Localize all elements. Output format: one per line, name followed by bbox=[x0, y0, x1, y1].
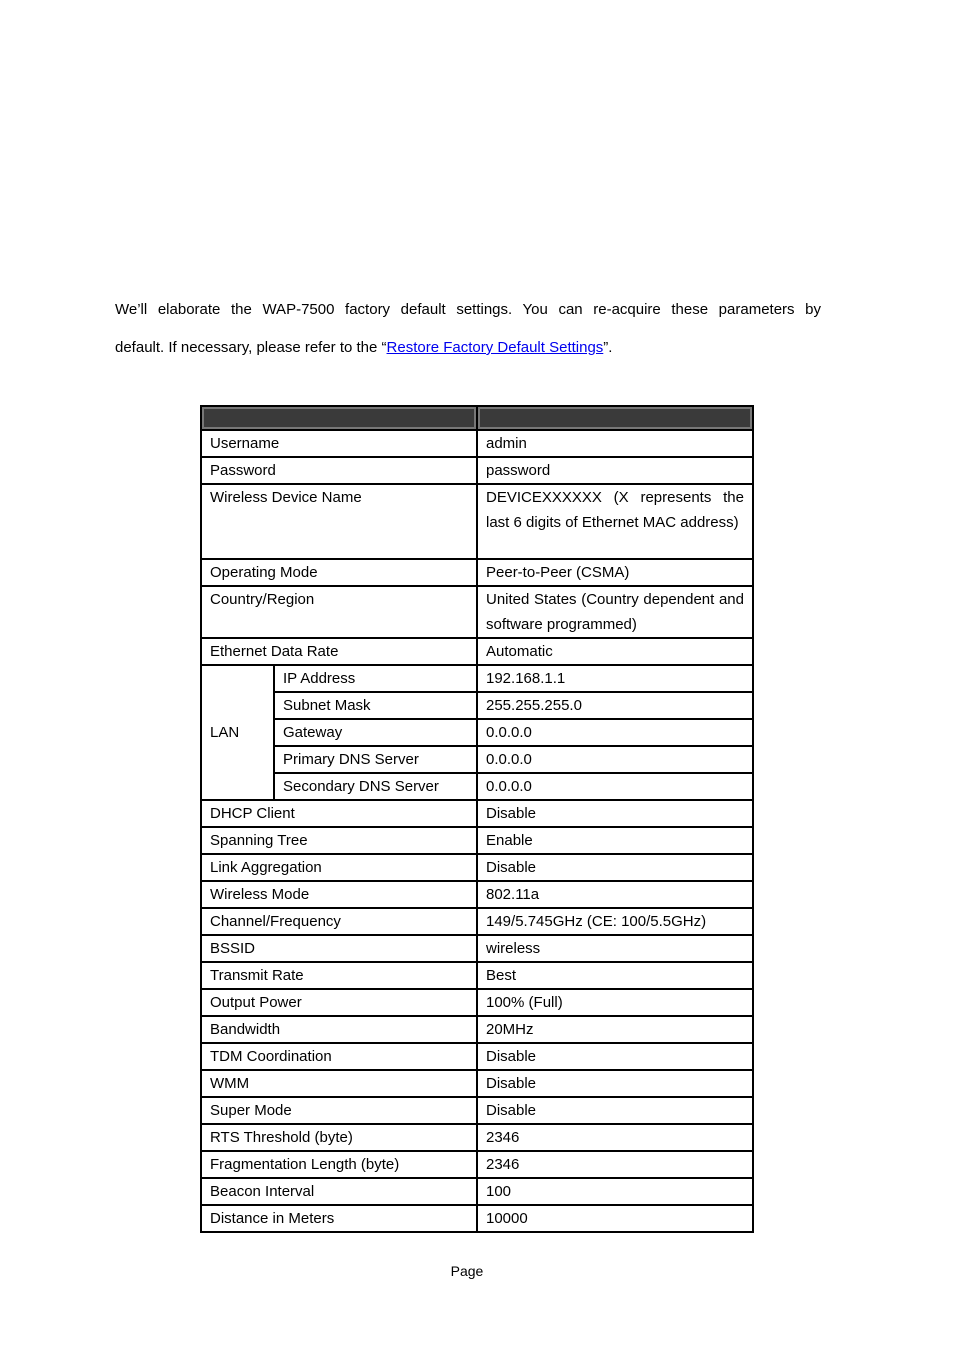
row-label: Wireless Mode bbox=[201, 881, 477, 908]
row-label: Transmit Rate bbox=[201, 962, 477, 989]
row-label: Country/Region bbox=[201, 586, 477, 638]
table-row bbox=[201, 559, 753, 586]
row-label: Primary DNS Server bbox=[274, 746, 477, 773]
table-row bbox=[201, 1151, 753, 1178]
table-row bbox=[201, 430, 753, 457]
row-value: 0.0.0.0 bbox=[477, 773, 753, 800]
row-value: 0.0.0.0 bbox=[477, 746, 753, 773]
table-header-cell bbox=[201, 406, 477, 430]
row-label: DHCP Client bbox=[201, 800, 477, 827]
table-row bbox=[201, 854, 753, 881]
row-value: password bbox=[477, 457, 753, 484]
row-value: Peer-to-Peer (CSMA) bbox=[477, 559, 753, 586]
row-value: United States (Country dependent and software programmed) bbox=[477, 586, 753, 638]
lan-group-label: LAN bbox=[201, 665, 274, 800]
table-row bbox=[201, 1070, 753, 1097]
row-value: 10000 bbox=[477, 1205, 753, 1232]
table-row bbox=[201, 1043, 753, 1070]
row-value: 2346 bbox=[477, 1124, 753, 1151]
table-row bbox=[201, 1124, 753, 1151]
row-label: Super Mode bbox=[201, 1097, 477, 1124]
row-value: Automatic bbox=[477, 638, 753, 665]
intro-line-2-suffix: ”. bbox=[603, 339, 613, 356]
row-value: Disable bbox=[477, 1070, 753, 1097]
table-row bbox=[201, 746, 753, 773]
row-label: Operating Mode bbox=[201, 559, 477, 586]
table-row bbox=[201, 962, 753, 989]
row-label: BSSID bbox=[201, 935, 477, 962]
row-value: 2346 bbox=[477, 1151, 753, 1178]
table-row bbox=[201, 665, 753, 692]
intro-line-2-prefix: default. If necessary, please refer to the “ bbox=[115, 339, 387, 356]
table-row bbox=[201, 800, 753, 827]
row-value: 100% (Full) bbox=[477, 989, 753, 1016]
row-label: Secondary DNS Server bbox=[274, 773, 477, 800]
table-row bbox=[201, 1178, 753, 1205]
table-row bbox=[201, 881, 753, 908]
row-label: Output Power bbox=[201, 989, 477, 1016]
row-value: wireless bbox=[477, 935, 753, 962]
intro-line-1: We’ll elaborate the WAP-7500 factory default settings. You can re-acquire these parameters by bbox=[115, 301, 821, 318]
row-label: Distance in Meters bbox=[201, 1205, 477, 1232]
table-row bbox=[201, 935, 753, 962]
row-label: WMM bbox=[201, 1070, 477, 1097]
row-label: IP Address bbox=[274, 665, 477, 692]
row-label: Subnet Mask bbox=[274, 692, 477, 719]
row-value: Enable bbox=[477, 827, 753, 854]
row-label: Bandwidth bbox=[201, 1016, 477, 1043]
row-value: Disable bbox=[477, 1043, 753, 1070]
restore-factory-default-link[interactable]: Restore Factory Default Settings bbox=[386, 339, 604, 356]
table-row bbox=[201, 457, 753, 484]
row-label: RTS Threshold (byte) bbox=[201, 1124, 477, 1151]
row-value: Disable bbox=[477, 800, 753, 827]
row-value: Disable bbox=[477, 854, 753, 881]
row-value: 100 bbox=[477, 1178, 753, 1205]
page-footer: Page bbox=[450, 1263, 484, 1279]
table-row bbox=[201, 1205, 753, 1232]
row-label: Spanning Tree bbox=[201, 827, 477, 854]
row-value: 149/5.745GHz (CE: 100/5.5GHz) bbox=[477, 908, 753, 935]
table-row bbox=[201, 908, 753, 935]
row-label: Password bbox=[201, 457, 477, 484]
row-label: Username bbox=[201, 430, 477, 457]
table-header-cell bbox=[477, 406, 753, 430]
row-label: TDM Coordination bbox=[201, 1043, 477, 1070]
factory-defaults-table bbox=[200, 405, 754, 1233]
table-row bbox=[201, 484, 753, 559]
table-row bbox=[201, 638, 753, 665]
row-value: 802.11a bbox=[477, 881, 753, 908]
row-value: Best bbox=[477, 962, 753, 989]
row-label: Link Aggregation bbox=[201, 854, 477, 881]
row-label: Ethernet Data Rate bbox=[201, 638, 477, 665]
row-value: 0.0.0.0 bbox=[477, 719, 753, 746]
row-label: Fragmentation Length (byte) bbox=[201, 1151, 477, 1178]
table-row bbox=[201, 827, 753, 854]
row-label: Channel/Frequency bbox=[201, 908, 477, 935]
row-value: DEVICEXXXXXX (X represents the last 6 digits of Ethernet MAC address) bbox=[477, 484, 753, 559]
table-header-row bbox=[201, 406, 753, 430]
intro-line-2 bbox=[115, 329, 821, 367]
row-value: admin bbox=[477, 430, 753, 457]
intro-paragraph bbox=[115, 291, 821, 367]
row-value: 255.255.255.0 bbox=[477, 692, 753, 719]
table-row bbox=[201, 1016, 753, 1043]
table-row bbox=[201, 773, 753, 800]
row-label: Gateway bbox=[274, 719, 477, 746]
table-row bbox=[201, 692, 753, 719]
row-value: 20MHz bbox=[477, 1016, 753, 1043]
row-label: Beacon Interval bbox=[201, 1178, 477, 1205]
row-value: 192.168.1.1 bbox=[477, 665, 753, 692]
row-value: Disable bbox=[477, 1097, 753, 1124]
table-row bbox=[201, 1097, 753, 1124]
table-row bbox=[201, 719, 753, 746]
table-row bbox=[201, 989, 753, 1016]
row-label: Wireless Device Name bbox=[201, 484, 477, 559]
table-row bbox=[201, 586, 753, 638]
